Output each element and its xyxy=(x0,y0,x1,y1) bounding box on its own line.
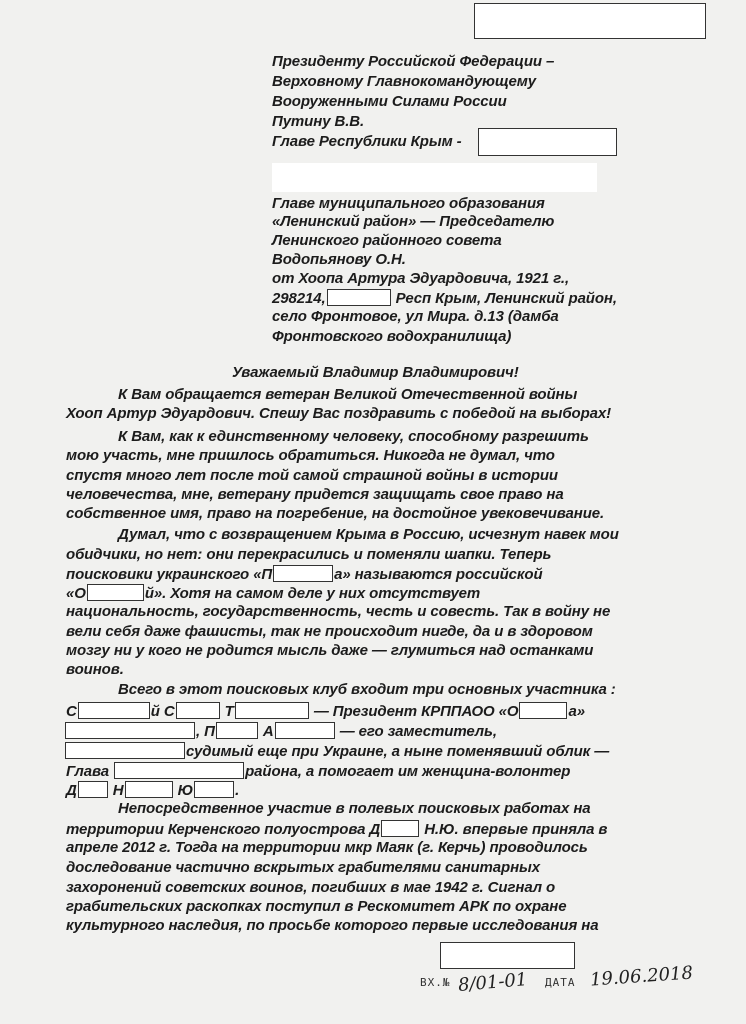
redaction xyxy=(235,702,309,719)
header-line: Главе муниципального образования xyxy=(272,195,545,212)
body-line: К Вам, как к единственному человеку, способному разрешить xyxy=(118,428,589,445)
registration-date: 19.06.2018 xyxy=(589,962,694,991)
redaction xyxy=(65,722,195,739)
redaction-box xyxy=(478,128,617,156)
redaction xyxy=(114,762,244,779)
text: а» называются российской xyxy=(334,566,543,583)
text: , П xyxy=(196,723,215,740)
text: Т xyxy=(220,703,234,720)
address: Респ Крым, Ленинский район, xyxy=(395,290,617,307)
redaction xyxy=(78,702,150,719)
incoming-number: 8/01-01 xyxy=(457,969,529,996)
text: й С xyxy=(150,703,175,720)
redaction xyxy=(65,742,185,759)
text: Н.Ю. впервые приняла в xyxy=(420,821,608,838)
text: Ю xyxy=(173,782,194,799)
redaction-box xyxy=(474,3,706,39)
body-line: Непосредственное участие в полевых поисковых работах на xyxy=(118,800,591,817)
body-line xyxy=(64,742,609,761)
text: Глава xyxy=(66,763,114,780)
body-line xyxy=(66,584,480,603)
redaction xyxy=(275,722,335,739)
body-line: культурного наследия, по просьбе которого первые исследования на xyxy=(66,917,599,934)
text: а» xyxy=(568,703,585,720)
body-line: человечества, мне, ветерану придется защищать свое право на xyxy=(66,486,564,503)
header-line: Вооруженными Силами России xyxy=(272,93,507,110)
redaction xyxy=(78,781,108,798)
redaction xyxy=(273,565,333,582)
incoming-number-label: ВХ.№ xyxy=(420,976,451,989)
redaction xyxy=(216,722,258,739)
header-line: Фронтовского водохранилища) xyxy=(272,328,512,345)
body-line: собственное имя, право на погребение, на достойное увековечивание. xyxy=(66,505,605,522)
header-line xyxy=(272,289,617,308)
text: района, а помогает им женщина-волонтер xyxy=(245,763,571,780)
body-line: Думал, что с возвращением Крыма в Россию, исчезнут навек мои xyxy=(118,526,619,543)
body-line: национальность, государственность, честь и совесть. Так в войну не xyxy=(66,603,611,620)
body-line xyxy=(66,565,543,584)
body-line: апреле 2012 г. Тогда на территории мкр Маяк (г. Керчь) проводилось xyxy=(66,839,588,856)
body-line xyxy=(66,762,570,781)
redaction xyxy=(194,781,234,798)
header-line: Ленинского районного совета xyxy=(272,232,502,249)
body-line xyxy=(66,820,607,839)
greeting: Уважаемый Владимир Владимирович! xyxy=(232,364,519,381)
body-line: мозгу ни у кого не родится мысль даже — глумиться над останками xyxy=(66,642,594,659)
text: «О xyxy=(66,585,86,602)
header-line: от Хоопа Артура Эдуардовича, 1921 г., xyxy=(272,270,570,287)
text: С xyxy=(66,703,77,720)
text: А xyxy=(258,723,274,740)
text: территории Керченского полуострова Д xyxy=(66,821,381,838)
text: Д xyxy=(66,782,77,799)
body-line: Всего в этот поисковых клуб входит три основных участника : xyxy=(118,681,616,698)
redaction-box xyxy=(272,163,597,192)
text: судимый еще при Украине, а ныне поменявший облик — xyxy=(186,743,610,760)
redaction xyxy=(87,584,144,601)
body-line: грабительских раскопках поступил в Рескомитет АРК по охране xyxy=(66,898,567,915)
text: й». Хотя на самом деле у них отсутствует xyxy=(144,585,481,602)
body-line: мою участь, мне пришлось обратиться. Никогда не думал, что xyxy=(66,447,555,464)
body-line: К Вам обращается ветеран Великой Отечественной войны xyxy=(118,386,578,403)
header-line: Президенту Российской Федерации – xyxy=(272,53,555,70)
text: Н xyxy=(108,782,124,799)
postcode: 298214, xyxy=(272,290,326,307)
redaction xyxy=(519,702,567,719)
header-line: село Фронтовое, ул Мира. д.13 (дамба xyxy=(272,308,559,325)
redaction xyxy=(327,289,391,306)
body-line xyxy=(66,702,585,721)
body-line: захоронений советских воинов, погибших в мае 1942 г. Сигнал о xyxy=(66,879,556,896)
body-line: Хооп Артур Эдуардович. Спешу Вас поздравить с победой на выборах! xyxy=(66,405,612,422)
body-line: доследование частично вскрытых грабителями санитарных xyxy=(66,859,541,876)
date-label: ДАТА xyxy=(545,976,576,989)
text: . xyxy=(235,782,240,799)
body-line: вели себя даже фашисты, так не происходит нигде, да и в здоровом xyxy=(66,623,593,640)
header-line: Верховному Главнокомандующему xyxy=(272,73,536,90)
body-line: спустя много лет после той самой страшной войны в истории xyxy=(66,467,558,484)
body-line: обидчики, но нет: они перекрасились и поменяли шапки. Теперь xyxy=(66,546,552,563)
body-line xyxy=(66,781,239,800)
text: поисковики украинского «П xyxy=(66,566,273,583)
body-line: воинов. xyxy=(66,661,124,678)
header-line: Главе Республики Крым - xyxy=(272,133,462,150)
header-line: Водопьянову О.Н. xyxy=(272,251,406,268)
text: — Президент КРППАОО «О xyxy=(309,703,519,720)
header-line: Путину В.В. xyxy=(272,113,365,130)
header-line: «Ленинский район» — Председателю xyxy=(272,213,555,230)
text: — его заместитель, xyxy=(335,723,497,740)
redaction xyxy=(381,820,419,837)
redaction xyxy=(176,702,220,719)
redaction xyxy=(125,781,173,798)
body-line xyxy=(64,722,497,741)
redaction-box xyxy=(440,942,575,969)
